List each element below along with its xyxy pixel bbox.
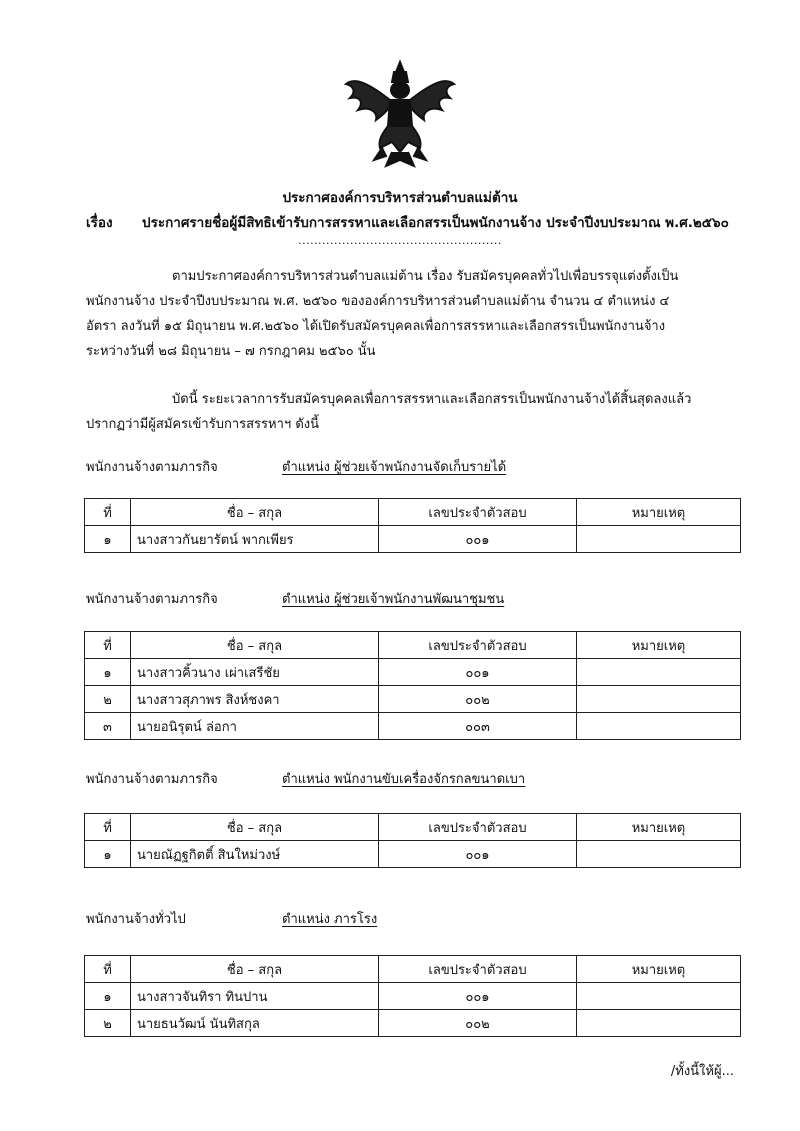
section-heading — [86, 456, 506, 477]
cell-exam-id: ๐๐๒ — [379, 1010, 577, 1037]
cell-remark — [577, 841, 741, 868]
paragraph-intro — [86, 264, 678, 364]
subject-text: ประกาศรายชื่อผู้มีสิทธิเข้ารับการสรรหาและเลือกสรรเป็นพนักงานจ้าง ประจำปีงบประมาณ พ.ศ.๒๕๖๐ — [142, 215, 729, 231]
candidate-table — [84, 498, 741, 553]
table-row — [85, 841, 741, 868]
cell-no: ๑ — [85, 526, 131, 553]
cell-exam-id: ๐๐๑ — [379, 659, 577, 686]
cell-remark — [577, 1010, 741, 1037]
section-category: พนักงานจ้างตามภารกิจ — [86, 592, 218, 607]
title-divider: ................................................... — [298, 234, 502, 247]
table-header-row — [85, 499, 741, 526]
section-position: ตำแหน่ง พนักงานขับเครื่องจักรกลขนาดเบา — [282, 772, 526, 787]
cell-no: ๒ — [85, 1010, 131, 1037]
cell-no: ๓ — [85, 713, 131, 740]
table-row — [85, 659, 741, 686]
cell-exam-id: ๐๐๓ — [379, 713, 577, 740]
table-row — [85, 686, 741, 713]
section-position: ตำแหน่ง ภารโรง — [282, 912, 378, 927]
cell-exam-id: ๐๐๑ — [379, 983, 577, 1010]
cell-name: นายณัฏฐกิตติ์ สินใหม่วงษ์ — [131, 841, 379, 868]
header-no: ที่ — [85, 499, 131, 526]
cell-name: นางสาวสุภาพร สิงห์ชงคา — [131, 686, 379, 713]
cell-remark — [577, 659, 741, 686]
paragraph-result — [86, 387, 691, 437]
para-line: ระหว่างวันที่ ๒๘ มิถุนายน – ๗ กรกฎาคม ๒๕๖๐ นั้น — [86, 344, 376, 359]
header-exam-id: เลขประจำตัวสอบ — [379, 632, 577, 659]
garuda-emblem-icon — [342, 56, 458, 174]
header-name: ชื่อ – สกุล — [131, 814, 379, 841]
header-exam-id: เลขประจำตัวสอบ — [379, 499, 577, 526]
section-category: พนักงานจ้างทั่วไป — [86, 912, 186, 927]
cell-remark — [577, 713, 741, 740]
header-name: ชื่อ – สกุล — [131, 632, 379, 659]
section-position: ตำแหน่ง ผู้ช่วยเจ้าพนักงานพัฒนาชุมชน — [282, 592, 505, 607]
table-header-row — [85, 814, 741, 841]
header-no: ที่ — [85, 632, 131, 659]
header-name: ชื่อ – สกุล — [131, 499, 379, 526]
cell-remark — [577, 686, 741, 713]
header-exam-id: เลขประจำตัวสอบ — [379, 814, 577, 841]
para-line: อัตรา ลงวันที่ ๑๕ มิถุนายน พ.ศ.๒๕๖๐ ได้เปิดรับสมัครบุคคลเพื่อการสรรหาและเลือกสรรเป็นพนักงานจ้าง — [86, 319, 666, 334]
table-header-row — [85, 632, 741, 659]
header-no: ที่ — [85, 814, 131, 841]
header-remark: หมายเหตุ — [577, 814, 741, 841]
candidate-table — [84, 631, 741, 740]
announcement-title: ประกาศองค์การบริหารส่วนตำบลแม่ต้าน — [282, 190, 518, 206]
cell-name: นางสาวกันยารัตน์ พากเพียร — [131, 526, 379, 553]
section-heading — [86, 768, 525, 789]
cell-remark — [577, 526, 741, 553]
section-position: ตำแหน่ง ผู้ช่วยเจ้าพนักงานจัดเก็บรายได้ — [282, 460, 507, 475]
cell-name: นายอนิรุตน์ ล่อกา — [131, 713, 379, 740]
cell-exam-id: ๐๐๑ — [379, 841, 577, 868]
section-heading — [86, 588, 504, 609]
cell-name: นางสาวคิ้วนาง เผ่าเสรีชัย — [131, 659, 379, 686]
table-row — [85, 983, 741, 1010]
continuation-note: /ทั้งนี้ให้ผู้... — [670, 1064, 734, 1079]
cell-exam-id: ๐๐๒ — [379, 686, 577, 713]
subject-label: เรื่อง — [86, 215, 113, 231]
header-name: ชื่อ – สกุล — [131, 956, 379, 983]
header-no: ที่ — [85, 956, 131, 983]
cell-no: ๑ — [85, 659, 131, 686]
announcement-subject — [86, 211, 729, 233]
cell-name: นายธนวัฒน์ นันทิสกุล — [131, 1010, 379, 1037]
section-category: พนักงานจ้างตามภารกิจ — [86, 772, 218, 787]
table-row — [85, 1010, 741, 1037]
candidate-table — [84, 813, 741, 868]
cell-no: ๑ — [85, 983, 131, 1010]
section-heading — [86, 908, 377, 929]
header-remark: หมายเหตุ — [577, 499, 741, 526]
para-line: บัดนี้ ระยะเวลาการรับสมัครบุคคลเพื่อการสรรหาและเลือกสรรเป็นพนักงานจ้างได้สิ้นสุดลงแล้ว — [172, 392, 692, 407]
para-line: ตามประกาศองค์การบริหารส่วนตำบลแม่ต้าน เรื่อง รับสมัครบุคคลทั่วไปเพื่อบรรจุแต่งตั้งเป็น — [172, 269, 679, 284]
candidate-table — [84, 955, 741, 1037]
table-row — [85, 526, 741, 553]
para-line: ปรากฏว่ามีผู้สมัครเข้ารับการสรรหาฯ ดังนี้ — [86, 417, 319, 432]
cell-name: นางสาวจันทิรา ทินปาน — [131, 983, 379, 1010]
table-row — [85, 713, 741, 740]
header-exam-id: เลขประจำตัวสอบ — [379, 956, 577, 983]
header-remark: หมายเหตุ — [577, 632, 741, 659]
cell-exam-id: ๐๐๑ — [379, 526, 577, 553]
table-header-row — [85, 956, 741, 983]
section-category: พนักงานจ้างตามภารกิจ — [86, 460, 218, 475]
cell-remark — [577, 983, 741, 1010]
para-line: พนักงานจ้าง ประจำปีงบประมาณ พ.ศ. ๒๕๖๐ ขององค์การบริหารส่วนตำบลแม่ต้าน จำนวน ๔ ตำแหน่ง ๔ — [86, 294, 670, 309]
cell-no: ๑ — [85, 841, 131, 868]
header-remark: หมายเหตุ — [577, 956, 741, 983]
cell-no: ๒ — [85, 686, 131, 713]
